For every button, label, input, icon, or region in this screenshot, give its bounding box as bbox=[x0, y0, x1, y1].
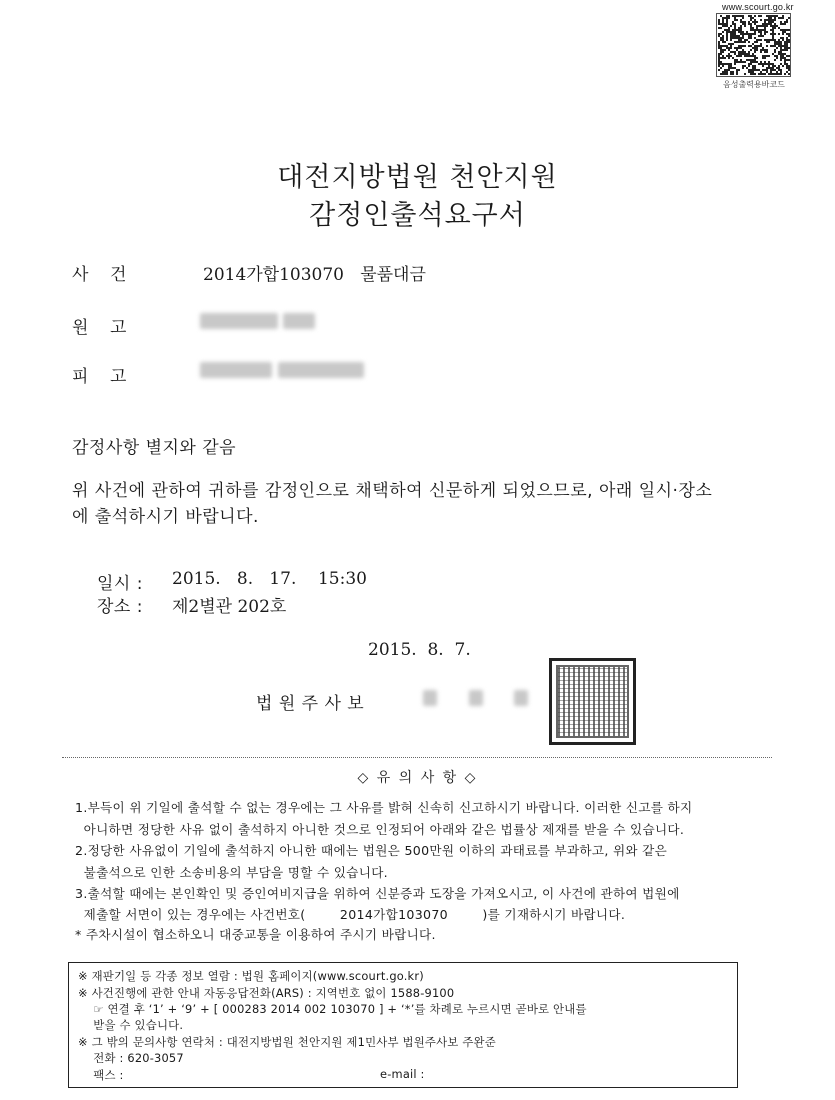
case-label: 사 건 bbox=[72, 265, 127, 285]
document-title: 감정인출석요구서 bbox=[309, 200, 526, 231]
datetime-label: 일시 : bbox=[97, 574, 143, 594]
info-line: 팩스 : bbox=[78, 1068, 124, 1082]
notice-item: 제출할 서면이 있는 경우에는 사건번호( 2014가합103070 )를 기재하시기 바랍니다. bbox=[75, 907, 626, 922]
notice-item: 2.정당한 사유없이 기일에 출석하지 아니한 때에는 법원은 500만원 이하의 과태료를 부과하고, 위와 같은 bbox=[75, 843, 668, 858]
body-text-line2: 에 출석하시기 바랍니다. bbox=[72, 507, 259, 527]
issue-date: 2015. 8. 7. bbox=[368, 640, 471, 660]
officer-name-redacted-1 bbox=[423, 690, 437, 706]
place-value: 제2별관 202호 bbox=[172, 597, 287, 617]
defendant-name-redacted bbox=[200, 362, 272, 378]
defendant-name-redacted-2 bbox=[278, 362, 364, 378]
info-line: 받을 수 있습니다. bbox=[78, 1018, 184, 1032]
notice-item: 불출석으로 인한 소송비용의 부담을 명할 수 있습니다. bbox=[75, 865, 388, 880]
barcode-site-url: www.scourt.go.kr bbox=[722, 2, 794, 12]
notice-item: 1.부득이 위 기일에 출석할 수 없는 경우에는 그 사유를 밝혀 신속히 신고하시기 바랍니다. 이러한 신고를 하지 bbox=[75, 800, 693, 815]
officer-name-redacted-3 bbox=[514, 690, 528, 706]
court-name: 대전지방법원 천안지원 bbox=[277, 162, 558, 193]
body-text-line1: 위 사건에 관하여 귀하를 감정인으로 채택하여 신문하게 되었으므로, 아래 일시·장소 bbox=[72, 481, 713, 501]
notice-title: ◇ 유 의 사 항 ◇ bbox=[357, 770, 478, 786]
info-line: ☞ 연결 후 ‘1’ + ‘9’ + [ 000283 2014 002 103070 ] + ‘*’를 차례로 누르시면 곧바로 안내를 bbox=[78, 1002, 587, 1016]
voice-output-barcode bbox=[716, 13, 791, 77]
info-line: 전화 : 620-3057 bbox=[78, 1051, 184, 1065]
info-line: ※ 그 밖의 문의사항 연락처 : 대전지방법원 천안지원 제1민사부 법원주사보 주완준 bbox=[78, 1035, 496, 1049]
info-line: ※ 재판기일 등 각종 정보 열람 : 법원 홈페이지(www.scourt.go.kr) bbox=[78, 969, 424, 983]
plaintiff-name-redacted-2 bbox=[283, 313, 315, 329]
officer-name-redacted-2 bbox=[469, 690, 483, 706]
notice-item: 3.출석할 때에는 본인확인 및 증인여비지급을 위하여 신분증과 도장을 가져오시고, 이 사건에 관하여 법원에 bbox=[75, 886, 680, 901]
place-label: 장소 : bbox=[97, 597, 143, 617]
defendant-label: 피 고 bbox=[72, 367, 127, 387]
plaintiff-name-redacted bbox=[200, 313, 278, 329]
notice-item: 아니하면 정당한 사유 없이 출석하지 아니한 것으로 인정되어 아래와 같은 법률상 제재를 받을 수 있습니다. bbox=[75, 822, 685, 837]
email-label: e-mail : bbox=[380, 1067, 425, 1081]
datetime-value: 2015. 8. 17. 15:30 bbox=[172, 569, 367, 589]
notice-item: * 주차시설이 협소하오니 대중교통을 이용하여 주시기 바랍니다. bbox=[75, 927, 436, 942]
officer-title: 법 원 주 사 보 bbox=[256, 694, 365, 714]
plaintiff-label: 원 고 bbox=[72, 318, 127, 338]
info-line: ※ 사건진행에 관한 안내 자동응답전화(ARS) : 지역번호 없이 1588-9100 bbox=[78, 986, 455, 1000]
case-number: 2014가합103070 물품대금 bbox=[203, 265, 426, 285]
court-seal-stamp bbox=[549, 658, 636, 745]
appraisal-matters: 감정사항 별지와 같음 bbox=[72, 438, 237, 458]
separator-line bbox=[62, 757, 772, 758]
barcode-caption: 음성출력용바코드 bbox=[723, 80, 785, 89]
